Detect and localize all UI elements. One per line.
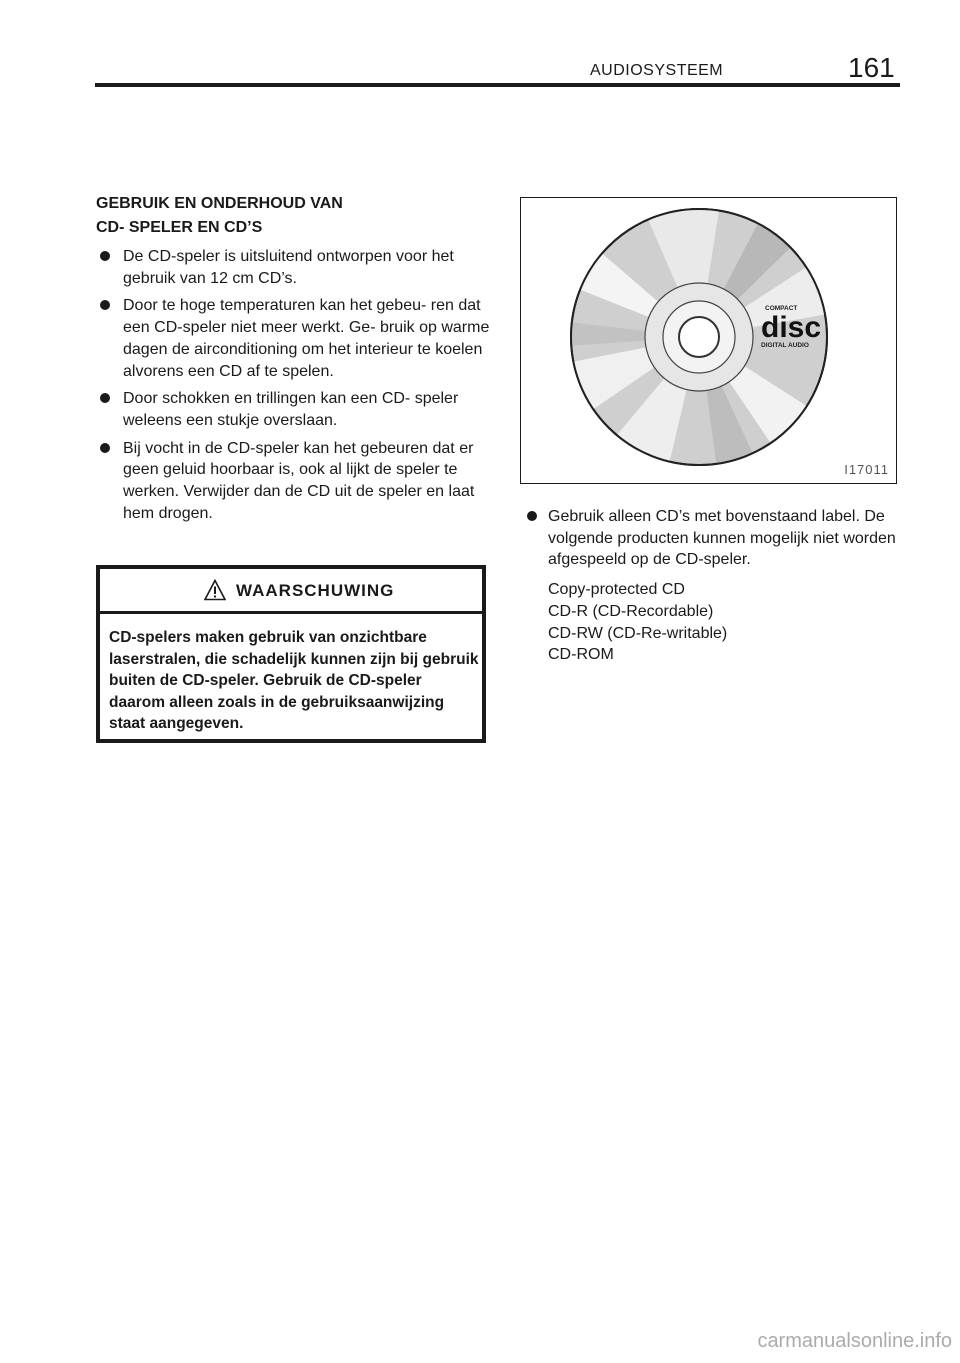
list-item [96,438,491,525]
bullet-text: Door te hoge temperaturen kan het gebeu‑ ren dat een CD‑speler niet meer werkt. Ge‑ bruik op warme dagen de airconditioning om het interieur te koelen alvorens een CD af te spelen. [123,297,490,380]
warning-title-bar [100,569,482,614]
list-item: CD‑ROM [548,646,614,664]
list-item [96,295,491,382]
header-divider [95,83,900,87]
warning-triangle-icon [204,579,226,601]
list-item: CD‑R (CD‑Recordable) [548,602,714,620]
list-item [96,246,491,289]
warning-box [96,565,486,743]
compact-disc-illustration [521,198,895,482]
bullet-text: Door schokken en trillingen kan een CD‑ speler weleens een stukje overslaan. [123,390,459,429]
bullet-icon [100,300,110,310]
compact-disc-figure [520,197,897,484]
heading-line-1: GEBRUIK EN ONDERHOUD VAN [96,195,343,212]
bullet-text: Bij vocht in de CD‑speler kan het gebeuren dat er geen geluid hoorbaar is, ook al lijkt de speler te werken. Verwijder dan de CD uit de speler en laat hem drogen. [123,439,475,522]
list-item: CD‑RW (CD‑Re‑writable) [548,624,728,642]
bullet-icon [100,393,110,403]
page-number: 161 [848,52,895,83]
section-title: AUDIOSYSTEEM [590,62,724,79]
warning-title: WAARSCHUWING [236,581,395,600]
warning-text: CD‑spelers maken gebruik van onzichtbare laserstralen, die schadelijk kunnen zijn bij gebruik buiten de CD‑speler. Gebruik de CD‑speler daarom alleen zoals in de gebruiksaanwijzing staat aangegeven. [109,629,479,732]
bullet-text: De CD‑speler is uitsluitend ontworpen voor het gebruik van 12 cm CD’s. [123,248,454,287]
logo-top-text: COMPACT [765,305,798,312]
product-list [548,579,903,666]
care-bullet-list [96,246,491,524]
list-item: Copy‑protected CD [548,581,685,599]
heading-line-2: CD- SPELER EN CD’S [96,219,263,236]
list-item [96,388,491,431]
logo-main-text: disc [761,311,822,344]
figure-code: I17011 [844,462,889,477]
section-heading [96,192,491,240]
logo-bottom-text: DIGITAL AUDIO [761,342,809,349]
bullet-icon [100,251,110,261]
bullet-text: Gebruik alleen CD’s met bovenstaand label. De volgende producten kunnen mogelijk niet worden afgespeeld op de CD‑speler. [548,508,896,569]
footer-watermark: carmanualsonline.info [757,1330,952,1352]
bullet-icon [100,443,110,453]
right-column [523,506,903,666]
list-item [523,506,903,571]
left-column [96,192,491,530]
bullet-icon [527,511,537,521]
